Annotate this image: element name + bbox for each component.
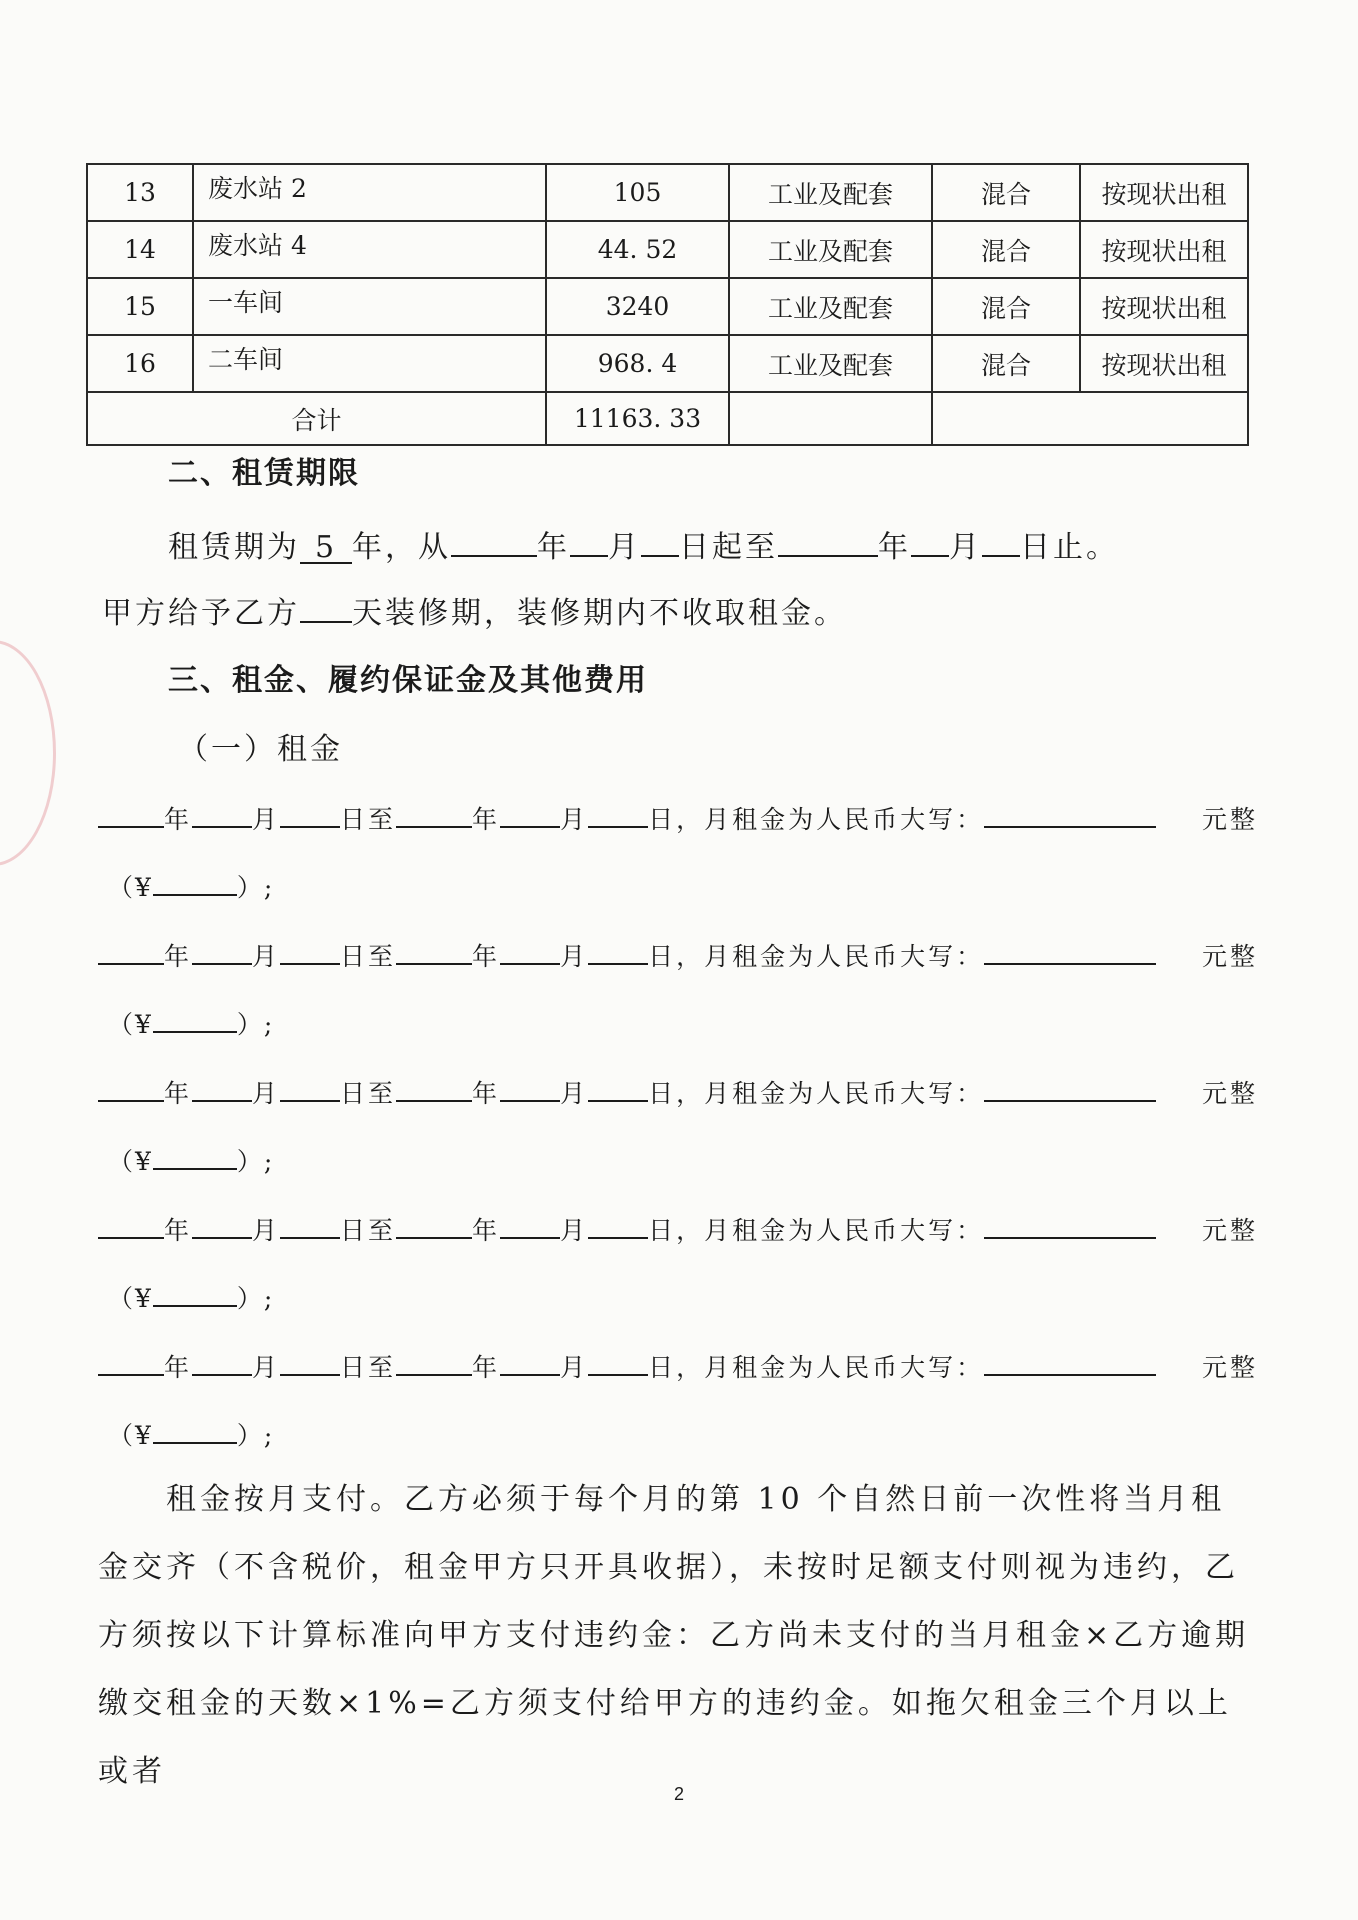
rent-period-line [98,1211,1156,1247]
rmb-amount-field[interactable] [153,1279,237,1307]
from-month-field[interactable] [192,1211,252,1239]
property-condition: 按现状出租 [1080,335,1248,392]
to-month-field[interactable] [500,1348,560,1376]
month-label: 月 [252,1353,281,1382]
table-total-row [87,392,1248,445]
yuan-label: 元整 [1201,1079,1258,1108]
month-label: 月 [252,805,281,834]
from-day-field[interactable] [280,1348,340,1376]
day-to-label: 日至 [340,805,397,834]
day-until-label: 日止。 [1020,530,1119,565]
month-label: 月 [560,942,589,971]
from-month-field[interactable] [192,1348,252,1376]
page-number: 2 [673,1784,684,1804]
from-year-field[interactable] [98,1348,164,1376]
to-day-field[interactable] [588,800,648,828]
from-year-field[interactable] [98,1074,164,1102]
end-day-field[interactable] [982,523,1020,557]
property-structure: 混合 [932,278,1080,335]
year-label: 年 [164,942,193,971]
rmb-amount-line [108,1142,274,1178]
to-month-field[interactable] [500,1074,560,1102]
rmb-open: （¥ [108,873,153,902]
month-label: 月 [252,1079,281,1108]
property-name: 废水站 2 [193,164,546,221]
property-area: 968. 4 [546,335,729,392]
rent-subheading: （一）租金 [178,732,343,767]
month-label: 月 [560,1353,589,1382]
rent-period-line [98,1074,1156,1110]
to-year-field[interactable] [396,1211,472,1239]
to-day-field[interactable] [588,1348,648,1376]
month-label: 月 [560,1079,589,1108]
month-label: 月 [560,1216,589,1245]
to-month-field[interactable] [500,1211,560,1239]
rent-amount-label: 日，月租金为人民币大写： [648,1353,985,1382]
rmb-amount-field[interactable] [153,1005,237,1033]
property-table [86,163,1249,446]
to-month-field[interactable] [500,800,560,828]
row-number: 15 [87,278,193,335]
rent-amount-field[interactable] [984,1211,1156,1239]
rmb-amount-field[interactable] [153,1416,237,1444]
to-year-field[interactable] [396,800,472,828]
rent-amount-field[interactable] [984,1074,1156,1102]
rmb-close: ）; [236,1010,275,1039]
rmb-open: （¥ [108,1421,153,1450]
row-number: 14 [87,221,193,278]
row-number: 16 [87,335,193,392]
rmb-close: ）; [236,1147,275,1176]
decoration-days-field[interactable] [300,589,352,623]
yuan-label: 元整 [1201,942,1258,971]
year-label: 年 [472,805,501,834]
year-label: 年 [164,1216,193,1245]
rent-amount-label: 日，月租金为人民币大写： [648,805,985,834]
table-row [87,164,1248,221]
rmb-amount-field[interactable] [153,1142,237,1170]
payment-terms-paragraph: 租金按月支付。乙方必须于每个月的第 10 个自然日前一次性将当月租金交齐（不含税价，租金甲方只开具收据），未按时足额支付则视为违约，乙方须按以下计算标准向甲方支付违约金：乙方尚未支付的当月租金×乙方逾期缴交租金的天数×1%=乙方须支付给甲方的违约金。如拖欠租金三个月以上或者 [98,1482,1250,1789]
term-prefix: 租赁期为 [168,530,300,565]
rmb-amount-line [108,1279,274,1315]
property-use: 工业及配套 [729,278,932,335]
total-empty-cell [932,392,1248,445]
lease-term-line [168,522,1119,566]
property-use: 工业及配套 [729,164,932,221]
from-day-field[interactable] [280,1074,340,1102]
from-day-field[interactable] [280,1211,340,1239]
property-name: 二车间 [193,335,546,392]
row-number: 13 [87,164,193,221]
year-label: 年 [472,942,501,971]
property-use: 工业及配套 [729,221,932,278]
from-month-field[interactable] [192,937,252,965]
red-seal-stamp [0,640,56,866]
rmb-amount-line [108,1005,274,1041]
rmb-amount-line [108,1416,274,1452]
property-condition: 按现状出租 [1080,221,1248,278]
property-area: 105 [546,164,729,221]
rent-amount-label: 日，月租金为人民币大写： [648,942,985,971]
section3-heading: 三、租金、履约保证金及其他费用 [168,663,648,698]
to-day-field[interactable] [588,937,648,965]
total-area: 11163. 33 [546,392,729,445]
property-area: 3240 [546,278,729,335]
rmb-open: （¥ [108,1147,153,1176]
rmb-amount-line [108,868,274,904]
term-years-field[interactable]: 5 [300,530,352,564]
end-month-field[interactable] [911,523,949,557]
from-year-field[interactable] [98,800,164,828]
day-from-label: 日起至 [679,530,778,565]
property-structure: 混合 [932,164,1080,221]
to-month-field[interactable] [500,937,560,965]
rent-amount-field[interactable] [984,937,1156,965]
property-area: 44. 52 [546,221,729,278]
day-to-label: 日至 [340,942,397,971]
rmb-open: （¥ [108,1010,153,1039]
rmb-amount-field[interactable] [153,868,237,896]
year-label: 年 [472,1079,501,1108]
property-condition: 按现状出租 [1080,278,1248,335]
term-text: 年，从 [352,530,451,565]
property-structure: 混合 [932,221,1080,278]
rmb-close: ）; [236,1284,275,1313]
yuan-label: 元整 [1201,1353,1258,1382]
month-label: 月 [252,1216,281,1245]
property-use: 工业及配套 [729,335,932,392]
rent-period-line [98,1348,1156,1384]
rent-amount-label: 日，月租金为人民币大写： [648,1079,985,1108]
from-year-field[interactable] [98,937,164,965]
year-label: 年 [878,530,911,565]
to-day-field[interactable] [588,1211,648,1239]
property-name: 废水站 4 [193,221,546,278]
table-row [87,335,1248,392]
from-month-field[interactable] [192,800,252,828]
day-to-label: 日至 [340,1079,397,1108]
deco-prefix: 甲方给予乙方 [102,596,300,631]
from-month-field[interactable] [192,1074,252,1102]
from-day-field[interactable] [280,800,340,828]
year-label: 年 [164,1079,193,1108]
end-year-field[interactable] [778,523,878,557]
rmb-close: ）; [236,873,275,902]
to-day-field[interactable] [588,1074,648,1102]
month-label: 月 [252,942,281,971]
rent-period-line [98,937,1156,973]
rmb-close: ）; [236,1421,275,1450]
decoration-line [102,588,847,632]
property-name: 一车间 [193,278,546,335]
year-label: 年 [537,530,570,565]
start-month-field[interactable] [570,523,608,557]
month-label: 月 [608,530,641,565]
rent-amount-field[interactable] [984,1348,1156,1376]
month-label: 月 [949,530,982,565]
table-row [87,221,1248,278]
property-structure: 混合 [932,335,1080,392]
property-condition: 按现状出租 [1080,164,1248,221]
to-year-field[interactable] [396,1348,472,1376]
rent-amount-field[interactable] [984,800,1156,828]
rent-period-line [98,800,1156,836]
year-label: 年 [164,805,193,834]
section2-heading: 二、租赁期限 [168,456,360,491]
day-to-label: 日至 [340,1353,397,1382]
year-label: 年 [472,1353,501,1382]
day-to-label: 日至 [340,1216,397,1245]
year-label: 年 [164,1353,193,1382]
to-year-field[interactable] [396,1074,472,1102]
total-empty-cell [729,392,932,445]
month-label: 月 [560,805,589,834]
rent-amount-label: 日，月租金为人民币大写： [648,1216,985,1245]
deco-suffix: 天装修期，装修期内不收取租金。 [352,596,847,631]
yuan-label: 元整 [1201,1216,1258,1245]
year-label: 年 [472,1216,501,1245]
start-year-field[interactable] [451,523,537,557]
yuan-label: 元整 [1201,805,1258,834]
from-year-field[interactable] [98,1211,164,1239]
total-label: 合计 [87,392,546,445]
from-day-field[interactable] [280,937,340,965]
start-day-field[interactable] [641,523,679,557]
to-year-field[interactable] [396,937,472,965]
table-row [87,278,1248,335]
rmb-open: （¥ [108,1284,153,1313]
